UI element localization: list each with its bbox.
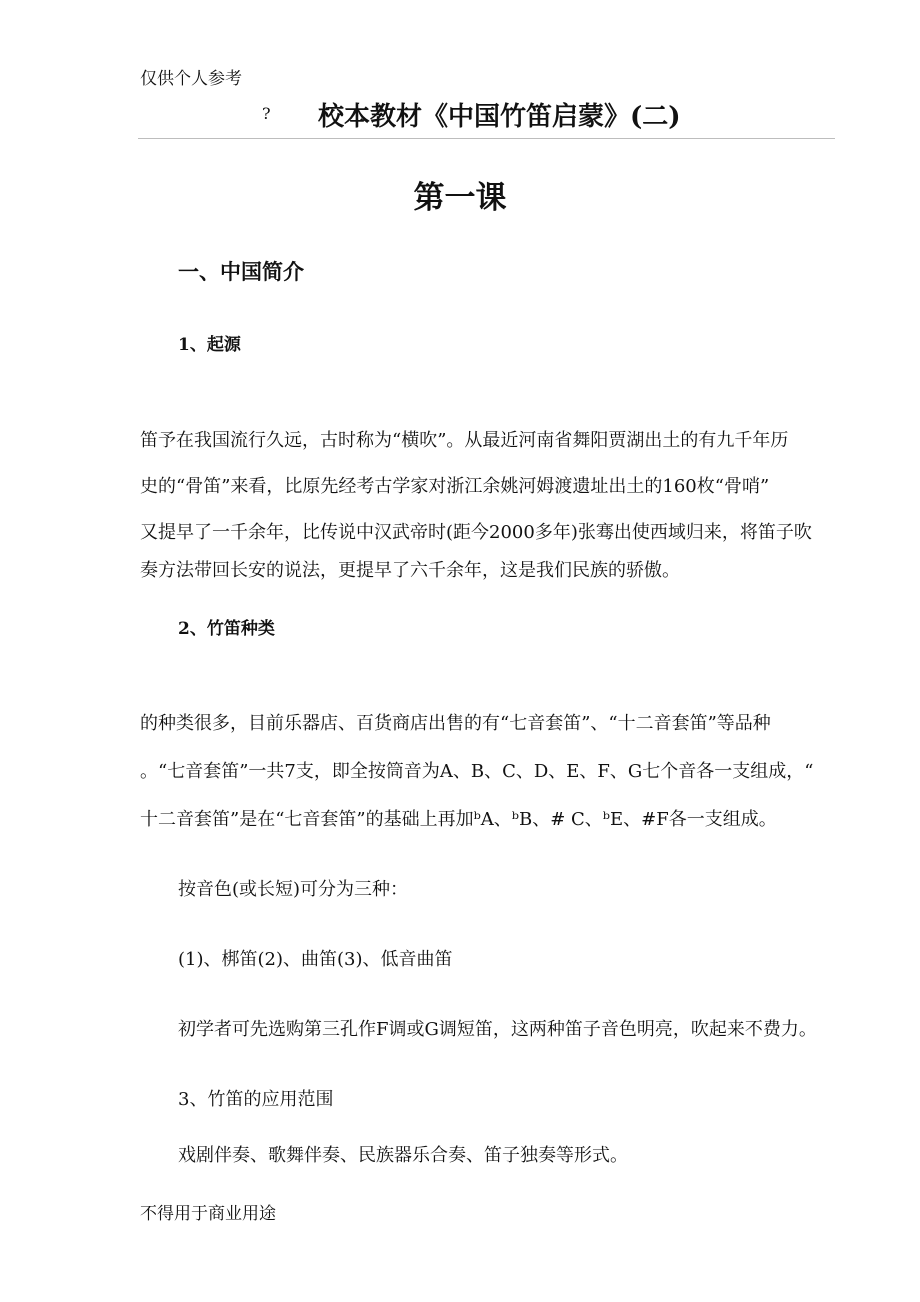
subsection-heading-usage: 3、竹笛的应用范围 [178, 1089, 334, 1110]
paragraph-line: 。“七音套笛”一共7支，即全按筒音为A、B、C、D、E、F、G七个音各一支组成，“ [140, 761, 814, 782]
header-note: 仅供个人参考 [140, 69, 242, 89]
tone-intro: 按音色(或长短)可分为三种： [178, 879, 409, 900]
title-text: 校本教材《中国竹笛启蒙》(二) [318, 102, 681, 132]
flute-types-list: (1)、梆笛(2)、曲笛(3)、低音曲笛 [178, 949, 453, 970]
subsection-heading-types: 2、竹笛种类 [178, 619, 275, 639]
header-divider [138, 138, 835, 139]
beginner-advice: 初学者可先选购第三孔作F调或G调短笛，这两种笛子音色明亮，吹起来不费力。 [178, 1019, 817, 1040]
paragraph-line: 又提早了一千余年，比传说中汉武帝时(距今2000多年)张骞出使西域归来，将笛子吹 [140, 522, 812, 543]
paragraph-line: 奏方法带回长安的说法，更提早了六千余年，这是我们民族的骄傲。 [140, 560, 680, 581]
usage-text: 戏剧伴奏、歌舞伴奏、民族器乐合奏、笛子独奏等形式。 [178, 1145, 628, 1166]
paragraph-line: 笛予在我国流行久远，古时称为“横吹”。从最近河南省舞阳贾湖出土的有九千年历 [140, 430, 789, 451]
footer-note: 不得用于商业用途 [140, 1204, 276, 1224]
title-mark: ? [262, 104, 271, 123]
paragraph-line: 的种类很多，目前乐器店、百货商店出售的有“七音套笛”、“十二音套笛”等品种 [140, 713, 771, 734]
section-heading: 一、中国简介 [178, 259, 304, 284]
paragraph-line: 十二音套笛”是在“七音套笛”的基础上再加ᵇA、ᵇB、# C、ᵇE、#F各一支组成。 [140, 809, 777, 830]
paragraph-line: 史的“骨笛”来看，比原先经考古学家对浙江余姚河姆渡遗址出土的160枚“骨哨” [140, 476, 770, 497]
subsection-heading-origin: 1、起源 [178, 335, 241, 355]
lesson-title: 第一课 [413, 180, 507, 216]
